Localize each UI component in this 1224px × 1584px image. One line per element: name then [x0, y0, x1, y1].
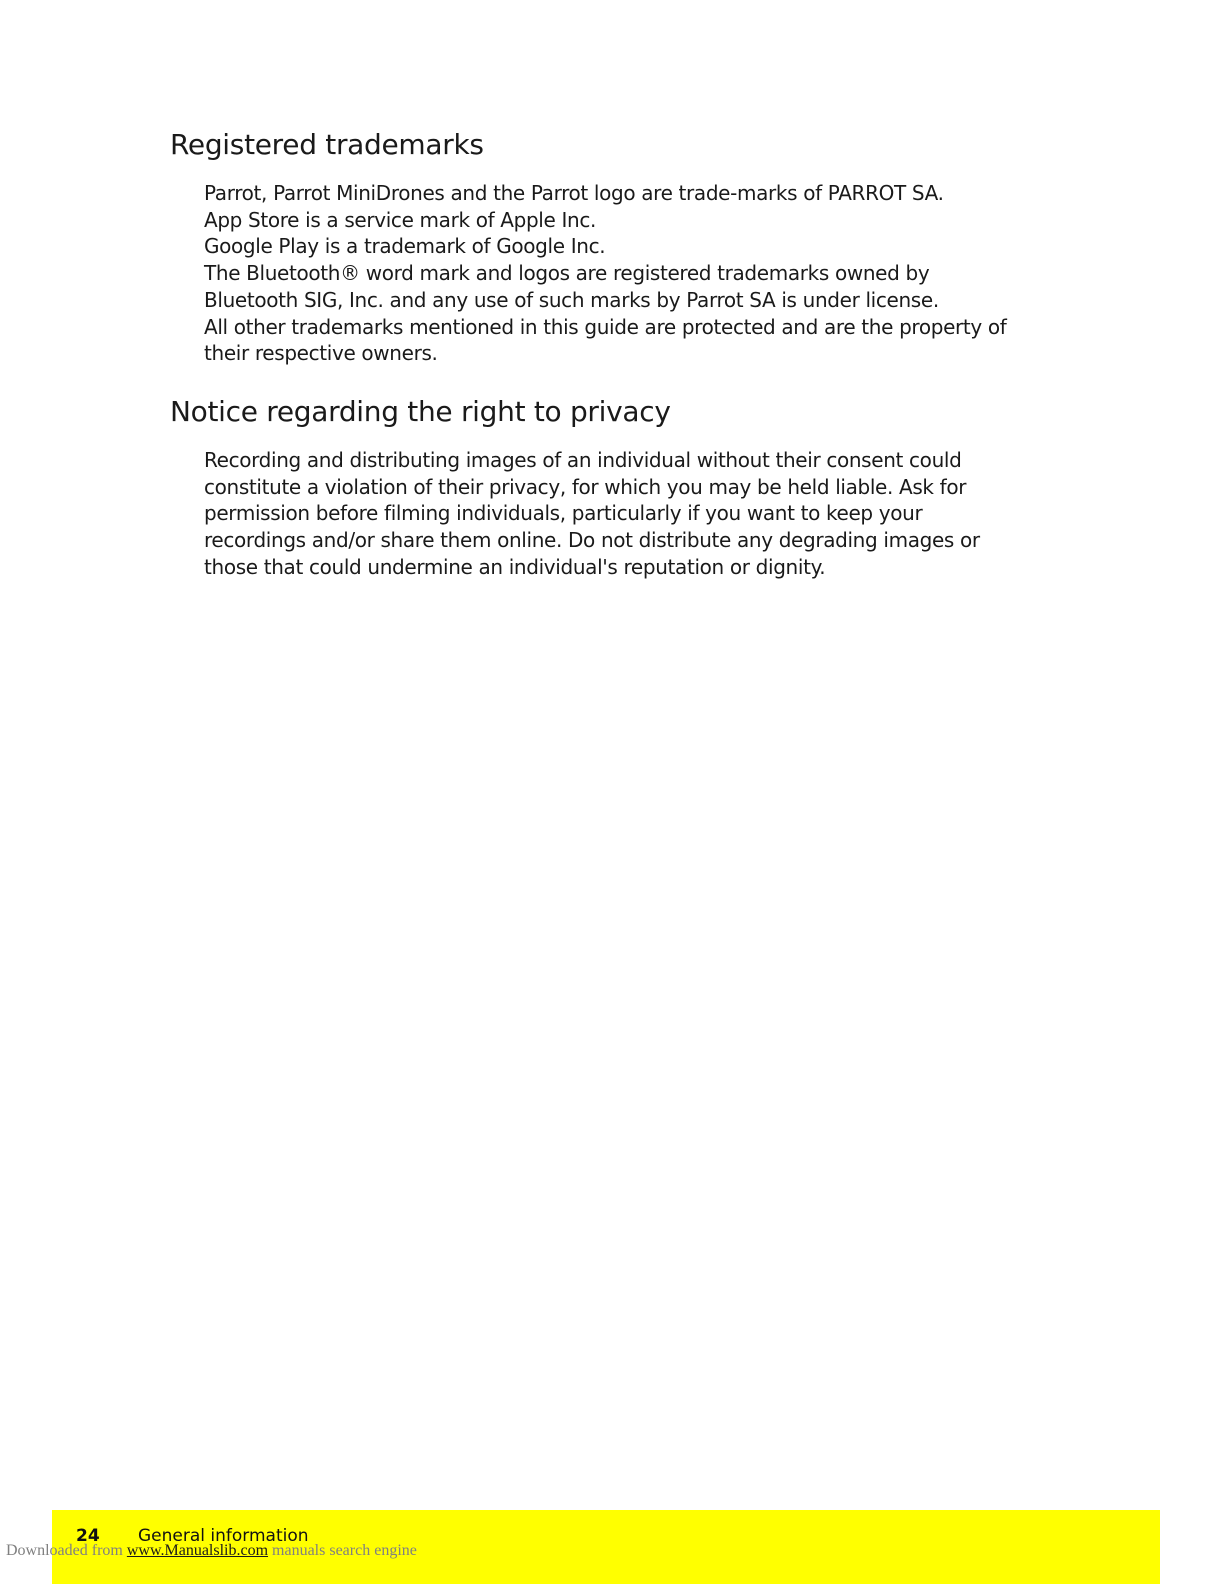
section-heading-trademarks: Registered trademarks	[170, 128, 484, 161]
body-line: Recording and distributing images of an individual without their consent could	[204, 448, 962, 472]
watermark-suffix: manuals search engine	[272, 1542, 417, 1559]
body-line: recordings and/or share them online. Do not distribute any degrading images or	[204, 528, 980, 553]
body-line: Bluetooth SIG, Inc. and any use of such marks by Parrot SA is under license.	[204, 287, 939, 312]
page-number: 24	[76, 1526, 100, 1546]
body-line: Google Play is a trademark of Google Inc.	[204, 234, 606, 259]
watermark-prefix: Downloaded from	[6, 1542, 123, 1559]
body-line: constitute a violation of their privacy, for which you may be held liable. Ask for	[204, 474, 967, 499]
body-line: All other trademarks mentioned in this guide are protected and are the property of	[204, 314, 1007, 339]
manualslib-link[interactable]: www.Manualslib.com	[126, 1542, 269, 1559]
section-heading-privacy: Notice regarding the right to privacy	[170, 395, 671, 428]
body-line: permission before filming individuals, particularly if you want to keep your	[204, 501, 923, 526]
section-body-trademarks	[204, 180, 1044, 367]
body-line: their respective owners.	[204, 341, 438, 366]
chapter-title: General information	[138, 1526, 309, 1546]
download-watermark	[6, 1542, 417, 1560]
body-line: those that could undermine an individual's reputation or dignity.	[204, 554, 826, 579]
body-line: The Bluetooth® word mark and logos are registered trademarks owned by	[204, 261, 930, 286]
body-line: App Store is a service mark of Apple Inc.	[204, 207, 596, 232]
section-body-privacy	[204, 447, 1044, 581]
body-line: Parrot, Parrot MiniDrones and the Parrot logo are trade-marks of PARROT SA.	[204, 181, 944, 205]
